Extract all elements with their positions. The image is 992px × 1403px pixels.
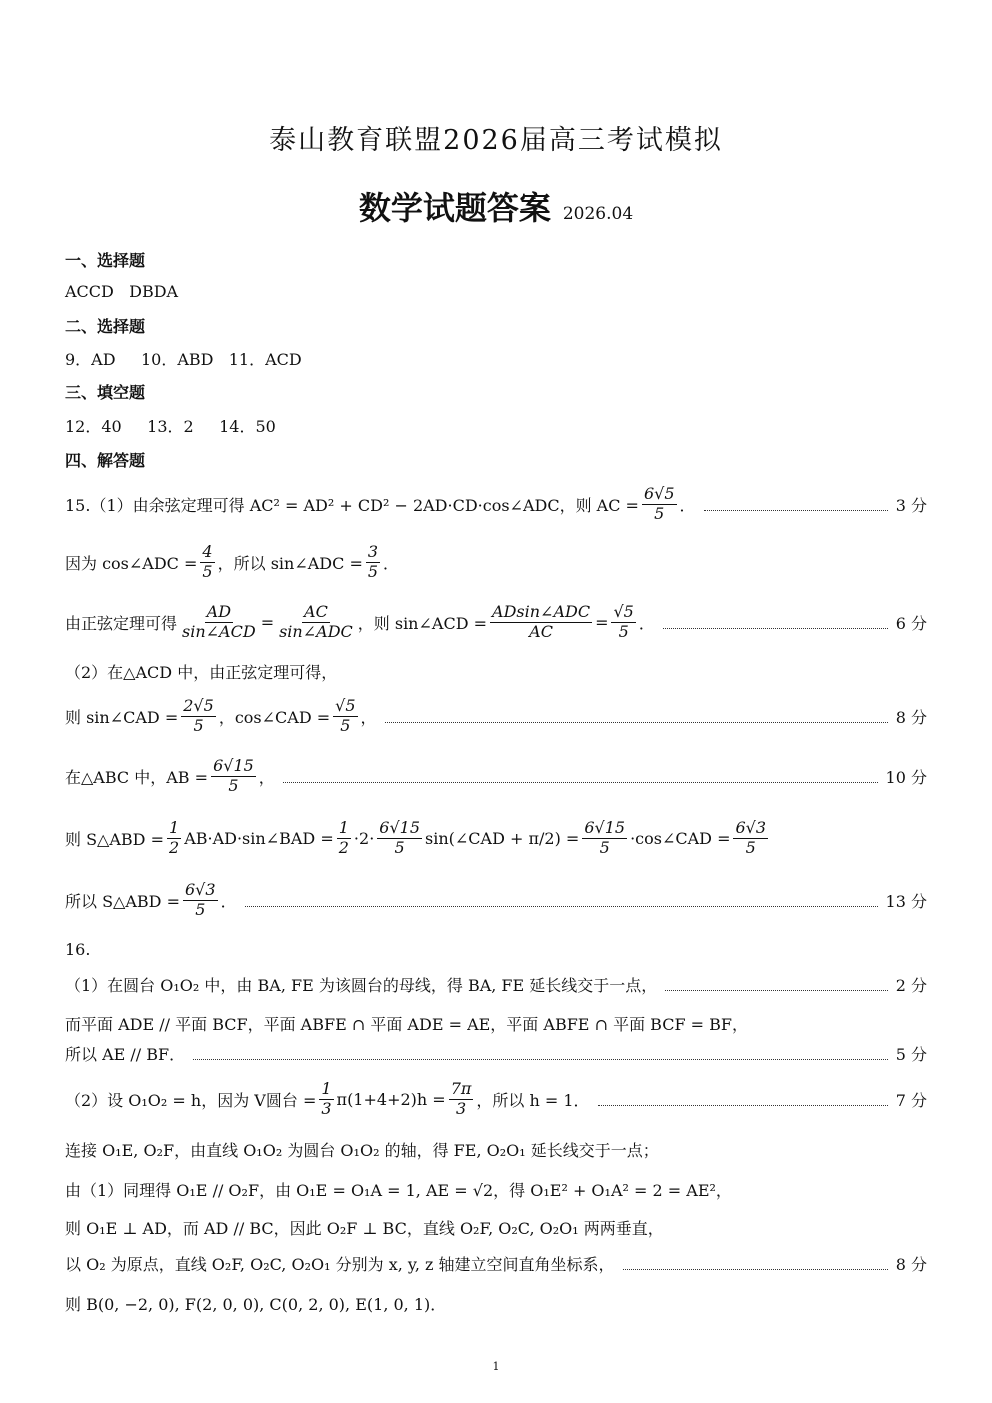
dot-leader xyxy=(663,628,888,629)
math-text: 3 xyxy=(321,1098,332,1118)
q15-line-1: 15.（1）由余弦定理可得 AC² = AD² + CD² − 2AD·CD·cos∠ADC，则 AC = $\frac{6√5}{5}$ ． 3 分 xyxy=(65,484,927,523)
q15-line-8: 所以 S△ABD = $\frac{6√3}{5}$ ． 13 分 xyxy=(65,880,927,919)
fraction xyxy=(211,757,256,795)
q15-line-3: 由正弦定理可得 $\frac{AD}{\text{sin∠ACD}}$ = $\frac{AC}{\text{sin∠ADC}}$ ，则 sin∠ACD = $\frac{\text{ADsin∠ADC}}{AC}$ = $\frac{√5}{5}$ ． 6 分 xyxy=(65,602,927,641)
score: 8 分 xyxy=(895,707,927,727)
fraction xyxy=(582,819,627,857)
q15-line-6: 在△ABC 中，AB = $\frac{6√15}{5}$ ， 10 分 xyxy=(65,756,927,795)
fraction xyxy=(183,881,218,919)
math-text: 5 xyxy=(618,621,629,641)
math-text: ，cos∠CAD = xyxy=(218,707,331,727)
math-text: 5 xyxy=(193,715,204,735)
fraction xyxy=(377,819,422,857)
math-text: 2√5 xyxy=(183,696,214,716)
score: 6 分 xyxy=(895,613,927,633)
fraction xyxy=(642,485,677,523)
q16-line-1 xyxy=(65,964,927,1004)
q15-l1-text: 15.（1）由余弦定理可得 AC² = AD² + CD² − 2AD·CD·cos∠ADC，则 AC = xyxy=(65,495,639,515)
math-text: 6√15 xyxy=(213,756,254,776)
math-text: sin(∠CAD + π/2) = xyxy=(425,828,580,848)
exam-date: 2026.04 xyxy=(562,204,634,224)
dot-leader xyxy=(704,510,888,511)
math-text: 6√3 xyxy=(185,880,216,900)
page-number: 1 xyxy=(492,1360,500,1373)
math-text: 4 xyxy=(202,542,213,562)
math-text: 1 xyxy=(321,1079,332,1099)
fraction xyxy=(611,603,635,641)
dot-leader xyxy=(623,1269,888,1270)
math-text: 则 sin∠CAD = xyxy=(65,707,179,727)
section-multi-choice-title: 二、选择题 xyxy=(65,317,146,336)
dot-leader xyxy=(598,1105,888,1106)
math-text: 5 xyxy=(654,503,665,523)
math-text: （2）设 O₁O₂ = h，因为 V圆台 = xyxy=(65,1090,317,1110)
fraction xyxy=(319,1080,333,1118)
math-text: 5 xyxy=(202,561,213,581)
math-text: 3 xyxy=(455,1098,467,1118)
q16-line-6: 由（1）同理得 O₁E // O₂F，由 O₁E = O₁A = 1, AE = √2，得 O₁E² + O₁A² = 2 = AE²， xyxy=(65,1181,732,1200)
q15-line-5: 则 sin∠CAD = $\frac{2√5}{5}$ ，cos∠CAD = $\frac{√5}{5}$ ， 8 分 xyxy=(65,696,927,735)
section-fill-title: 三、填空题 xyxy=(65,383,146,402)
fraction xyxy=(733,819,768,857)
math-text: 在△ABC 中，AB = xyxy=(65,767,209,787)
math-text: 以 O₂ 为原点，直线 O₂F, O₂C, O₂O₁ 分别为 x, y, z 轴建立空间直角坐标系， xyxy=(65,1254,615,1274)
math-text: （1）在圆台 O₁O₂ 中，由 BA, FE 为该圆台的母线，得 BA, FE 延长线交于一点， xyxy=(65,975,658,995)
q16-line-7: 则 O₁E ⊥ AD，而 AD // BC，因此 O₂F ⊥ BC，直线 O₂F, O₂C, O₂O₁ 两两垂直， xyxy=(65,1219,664,1238)
math-text: 1 xyxy=(169,818,180,838)
math-text: 因为 cos∠ADC = xyxy=(65,553,198,573)
q16-number: 16. xyxy=(65,940,91,959)
math-text: √5 xyxy=(613,602,634,622)
section-fill-answers: 12．40 13．2 14．50 xyxy=(65,417,276,436)
fraction xyxy=(449,1080,474,1118)
q16-line-2: 而平面 ADE // 平面 BCF，平面 ABFE ∩ 平面 ADE = AE，平面 ABFE ∩ 平面 BCF = BF， xyxy=(65,1015,748,1034)
fraction xyxy=(333,697,357,735)
math-text: 1 xyxy=(338,818,349,838)
score: 7 分 xyxy=(895,1090,927,1110)
math-text: 5 xyxy=(228,775,239,795)
math-text: √5 xyxy=(335,696,356,716)
section-solution-title: 四、解答题 xyxy=(65,451,146,470)
math-text: ·2· xyxy=(353,828,375,848)
q16-line-4 xyxy=(65,1079,927,1119)
math-text: AB·AD·sin∠BAD = xyxy=(184,828,334,848)
math-text: 6√5 xyxy=(643,484,675,504)
q16-line-5: 连接 O₁E, O₂F，由直线 O₁O₂ 为圆台 O₁O₂ 的轴，得 FE, O₂O₁ 延长线交于一点； xyxy=(65,1141,659,1160)
math-text: 7π xyxy=(450,1079,472,1099)
fraction xyxy=(277,603,355,641)
math-text: sin∠ADC xyxy=(279,621,353,641)
score: 13 分 xyxy=(885,891,927,911)
score: 5 分 xyxy=(895,1044,927,1064)
score: 8 分 xyxy=(895,1254,927,1274)
math-text: ，所以 sin∠ADC = xyxy=(217,553,363,573)
dot-leader xyxy=(245,906,878,907)
math-text: AC xyxy=(529,621,553,641)
exam-title: 泰山教育联盟2026届高三考试模拟 xyxy=(269,125,723,156)
fraction xyxy=(181,697,216,735)
section-choice-title: 一、选择题 xyxy=(65,251,146,270)
dot-leader xyxy=(193,1059,888,1060)
q15-line-4: （2）在△ACD 中，由正弦定理可得， xyxy=(65,663,338,682)
subject-name: 数学试题答案 xyxy=(358,189,551,227)
math-text: 所以 AE // BF． xyxy=(65,1044,186,1064)
fraction xyxy=(200,543,214,581)
math-text: ADsin∠ADC xyxy=(492,602,591,622)
fraction xyxy=(180,603,258,641)
score: 2 分 xyxy=(895,975,927,995)
dot-leader xyxy=(665,990,887,991)
q16-line-9: 则 B(0, −2, 0), F(2, 0, 0), C(0, 2, 0), E(1, 0, 1)． xyxy=(65,1295,447,1314)
math-text: 5 xyxy=(745,837,756,857)
math-text: 3 xyxy=(367,542,379,562)
fraction xyxy=(167,819,181,857)
q15-line-7 xyxy=(65,818,927,858)
q16-line-8 xyxy=(65,1243,927,1283)
score: 3 分 xyxy=(895,495,927,515)
math-text: 所以 S△ABD = xyxy=(65,891,180,911)
math-text: AD xyxy=(206,602,232,622)
math-text: 6√3 xyxy=(735,818,767,838)
math-text: 5 xyxy=(599,837,610,857)
q15-line-2: 因为 cos∠ADC = $\frac{4}{5}$ ，所以 sin∠ADC = $\frac{3}{5}$ ． xyxy=(65,542,400,581)
math-text: 2 xyxy=(169,837,180,857)
q16-line-3 xyxy=(65,1033,927,1073)
math-text: ，所以 h = 1． xyxy=(476,1090,590,1110)
section-choice-answers: ACCD DBDA xyxy=(65,282,179,301)
math-text: 2 xyxy=(338,837,349,857)
subject-title xyxy=(0,183,992,229)
fraction xyxy=(490,603,592,641)
math-text: 5 xyxy=(340,715,351,735)
section-multi-choice-answers: 9．AD 10．ABD 11．ACD xyxy=(65,350,302,369)
math-text: 5 xyxy=(195,899,206,919)
fraction xyxy=(337,819,351,857)
dot-leader xyxy=(283,782,878,783)
math-text: ，则 sin∠ACD = xyxy=(357,613,488,633)
math-text: 6√15 xyxy=(379,818,421,838)
math-text: 由正弦定理可得 xyxy=(65,613,178,633)
fraction xyxy=(366,543,380,581)
math-text: 6√15 xyxy=(584,818,626,838)
math-text: 5 xyxy=(367,561,379,581)
math-text: ·cos∠CAD = xyxy=(630,828,731,848)
dot-leader xyxy=(385,722,888,723)
math-text: AC xyxy=(304,602,328,622)
math-text: π(1+4+2)h = xyxy=(336,1089,446,1109)
math-text: sin∠ACD xyxy=(182,621,256,641)
math-text: 5 xyxy=(394,837,405,857)
math-text: 则 S△ABD = xyxy=(65,829,164,849)
score: 10 分 xyxy=(885,767,927,787)
